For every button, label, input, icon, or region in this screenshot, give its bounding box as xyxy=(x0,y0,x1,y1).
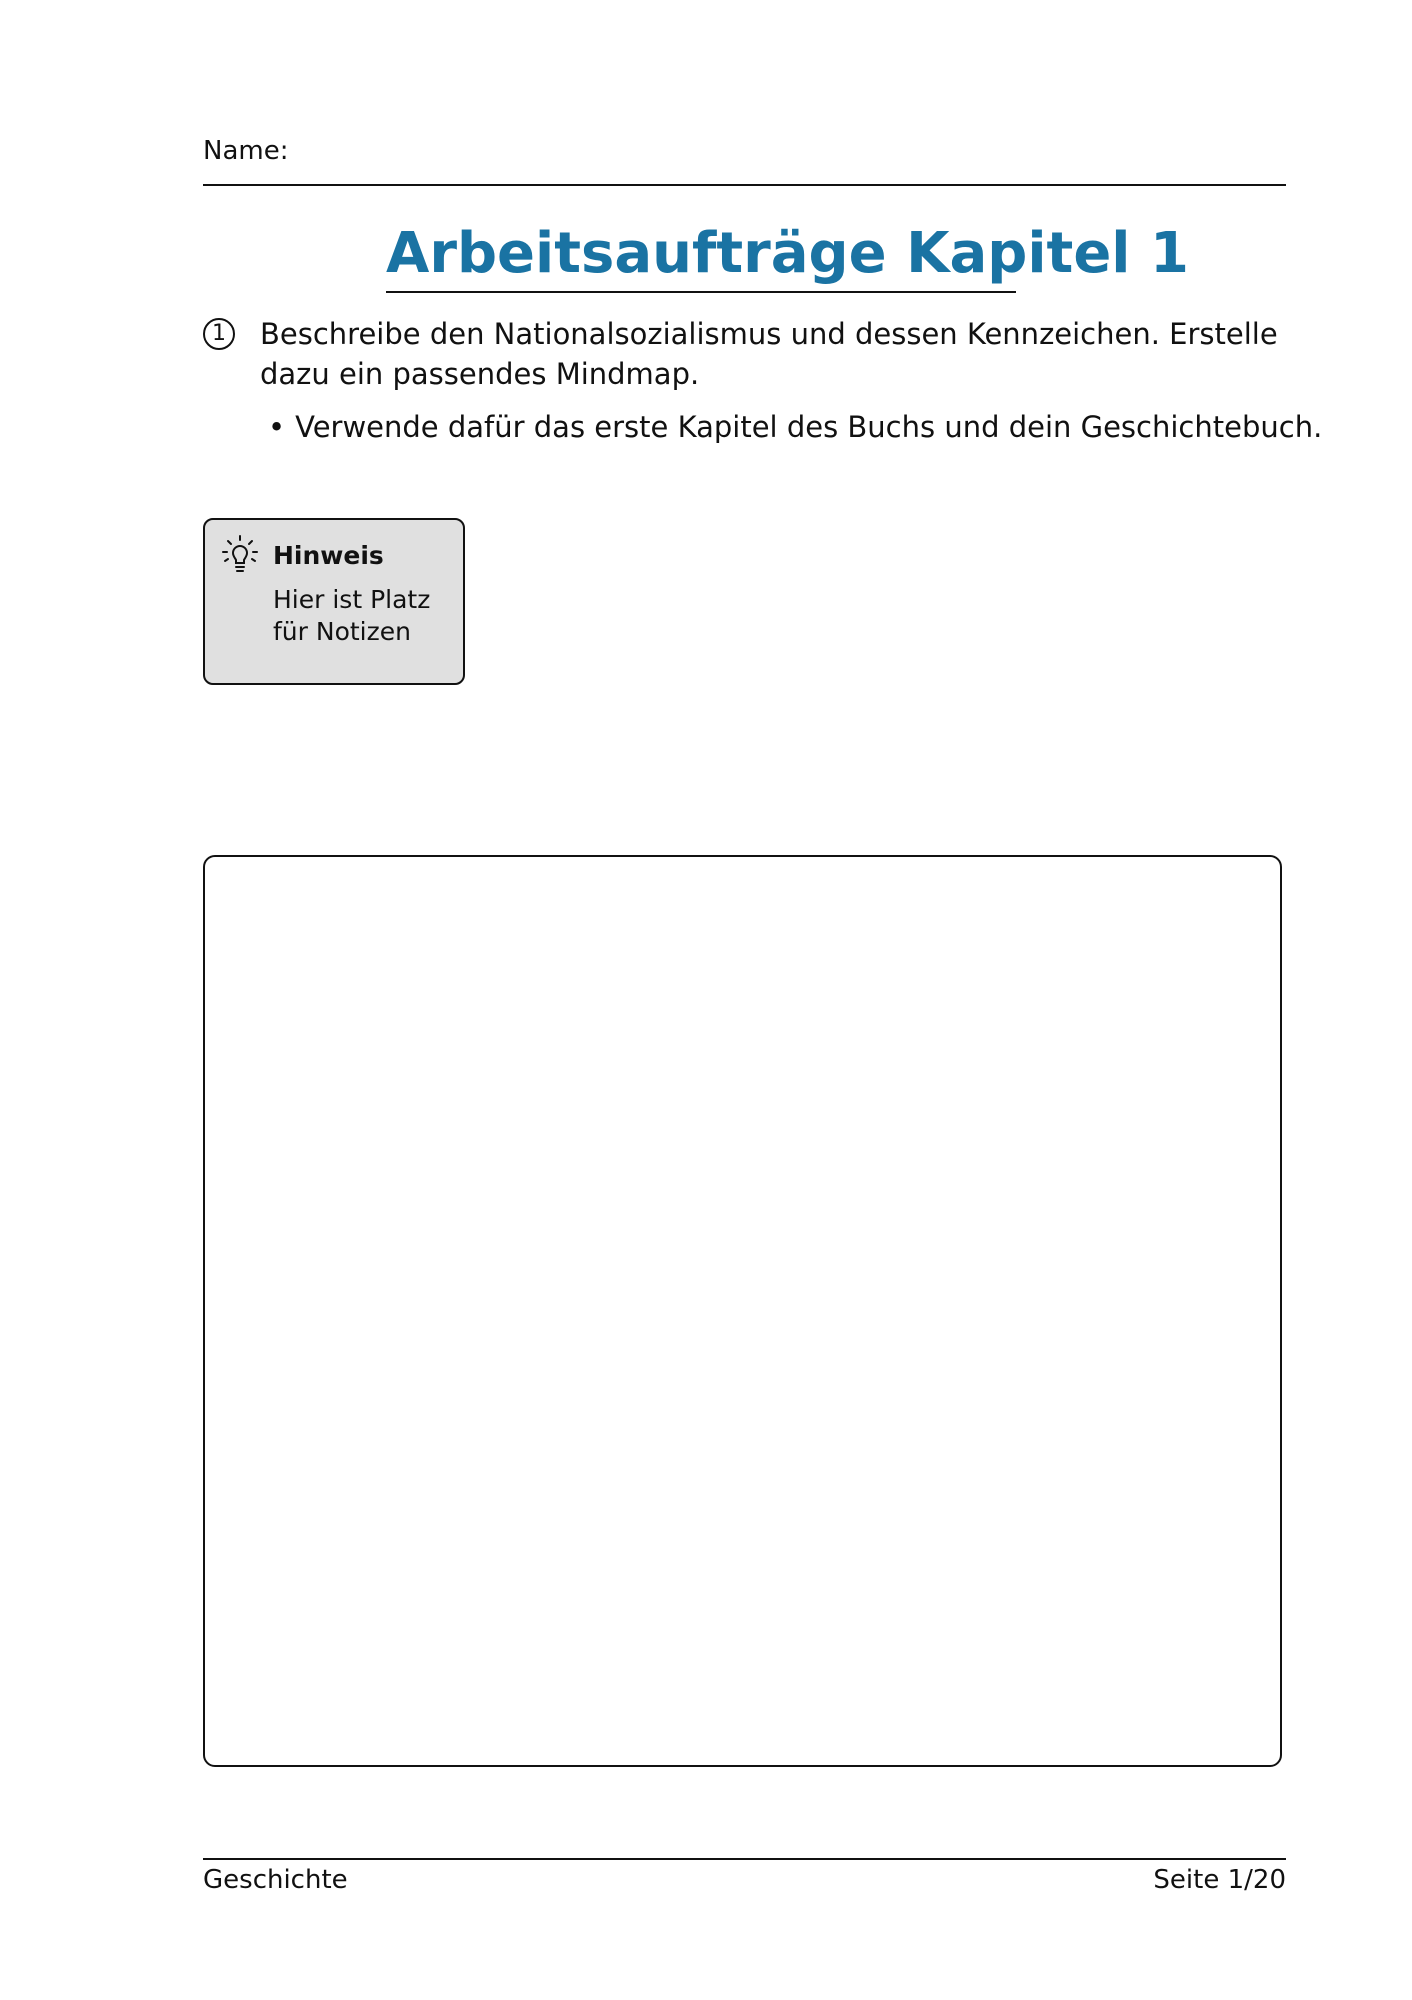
answer-area[interactable] xyxy=(203,855,1282,1767)
name-line xyxy=(203,184,1286,186)
footer-page-number: Seite 1/20 xyxy=(1153,1865,1286,1895)
hint-box xyxy=(203,518,465,685)
task-text: Beschreibe den Nationalsozialismus und dessen Kennzeichen. Erstelle dazu ein passendes Mindmap. xyxy=(260,317,1278,391)
task-number-badge: 1 xyxy=(203,318,235,350)
task-bullet-text: Verwende dafür das erste Kapitel des Buchs und dein Geschichtebuch. xyxy=(295,410,1323,444)
hint-text: Hier ist Platz für Notizen xyxy=(273,585,431,646)
footer-subject: Geschichte xyxy=(203,1865,348,1895)
lightbulb-icon xyxy=(221,534,259,576)
title-underline xyxy=(386,291,1016,293)
hint-title: Hinweis xyxy=(273,541,384,570)
bullet-icon: • xyxy=(268,410,286,444)
name-label: Name: xyxy=(203,136,289,166)
page-title: Arbeitsaufträge Kapitel 1 xyxy=(386,221,1189,286)
footer-line xyxy=(203,1858,1286,1860)
task-bullet xyxy=(268,407,1322,447)
